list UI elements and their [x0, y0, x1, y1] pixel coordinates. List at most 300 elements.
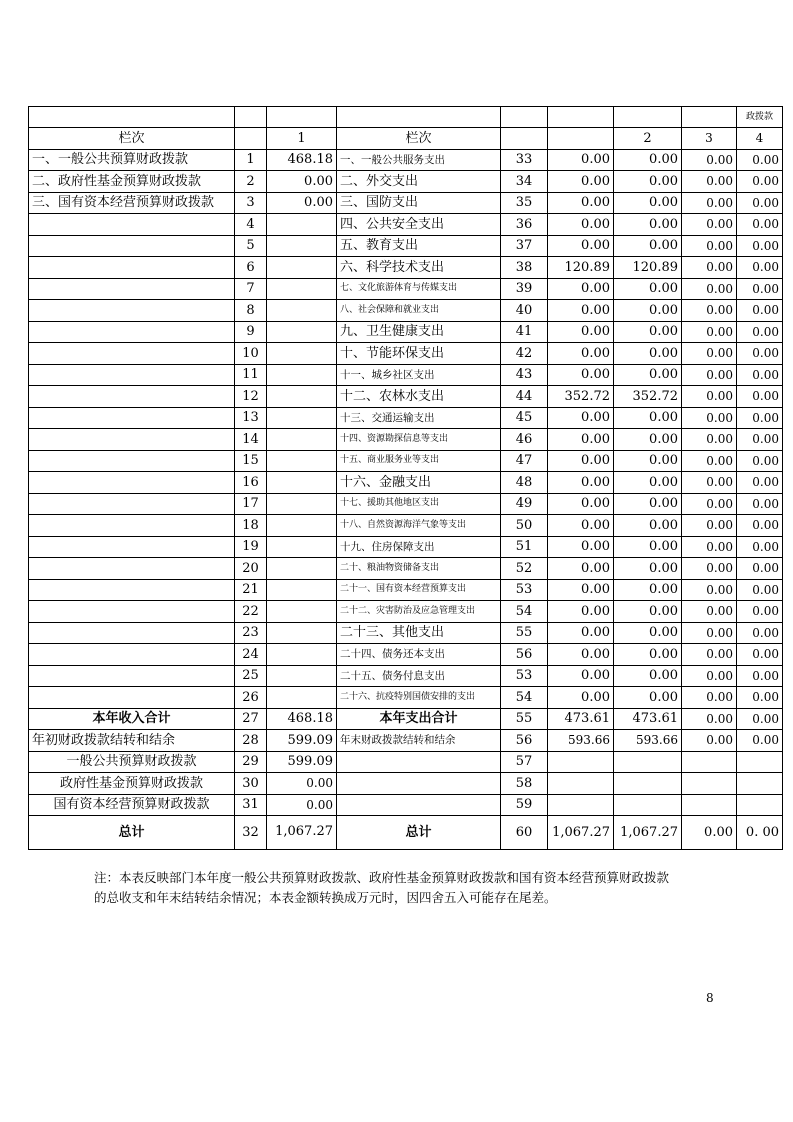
- income-label-empty: [29, 515, 235, 537]
- income-label: 三、国有资本经营预算财政拨款: [29, 192, 235, 214]
- expense-label: 十五、商业服务业等支出: [337, 450, 501, 472]
- expense-label: 四、公共安全支出: [337, 214, 501, 236]
- expense-gov-fund: 0.00: [682, 536, 737, 558]
- expense-label: 十四、资源勘探信息等支出: [337, 429, 501, 451]
- expense-label: 五、教育支出: [337, 235, 501, 257]
- expense-gov-fund: 0.00: [682, 644, 737, 666]
- income-label-empty: [29, 235, 235, 257]
- expense-general-budget: 0.00: [614, 171, 682, 193]
- expense-line-no: 49: [501, 493, 548, 515]
- income-line-no: 18: [235, 515, 267, 537]
- expense-total: 0.00: [548, 278, 614, 300]
- expense-general-budget: 0.00: [614, 601, 682, 623]
- table-row: [29, 386, 783, 408]
- expense-general-budget: 0.00: [614, 515, 682, 537]
- income-line-no: 11: [235, 364, 267, 386]
- income-line-no: 4: [235, 214, 267, 236]
- expense-line-no: 35: [501, 192, 548, 214]
- expense-gov-fund: 0.00: [682, 730, 737, 752]
- expense-general-budget: 0.00: [614, 149, 682, 171]
- income-line-no: 13: [235, 407, 267, 429]
- note-line-2: 的总收支和年末结转结余情况；本表金额转换成万元时，因四舍五入可能存在尾差。: [94, 890, 557, 905]
- income-line-no: 22: [235, 601, 267, 623]
- income-amount: [267, 579, 337, 601]
- expense-total: 0.00: [548, 644, 614, 666]
- expense-general-budget: 0.00: [614, 558, 682, 580]
- table-note: [94, 868, 734, 908]
- expense-state-capital: [737, 751, 783, 773]
- income-label: 一、一般公共预算财政拨款: [29, 149, 235, 171]
- expense-line-no: 54: [501, 687, 548, 709]
- income-label-empty: [29, 644, 235, 666]
- income-label-empty: [29, 321, 235, 343]
- expense-total: 0.00: [548, 407, 614, 429]
- income-label-empty: [29, 386, 235, 408]
- table-row: [29, 214, 783, 236]
- expense-state-capital: 0.00: [737, 708, 783, 730]
- expense-line-no: 39: [501, 278, 548, 300]
- expense-total: 1,067.27: [548, 816, 614, 850]
- expense-total: [548, 794, 614, 816]
- expense-general-budget: 352.72: [614, 386, 682, 408]
- expense-gov-fund: 0.00: [682, 429, 737, 451]
- expense-general-budget: 0.00: [614, 493, 682, 515]
- income-label-empty: [29, 450, 235, 472]
- expense-state-capital: 0.00: [737, 730, 783, 752]
- expense-general-budget: 0.00: [614, 321, 682, 343]
- expense-total: 0.00: [548, 579, 614, 601]
- expense-total: 0.00: [548, 364, 614, 386]
- expense-label: 六、科学技术支出: [337, 257, 501, 279]
- expense-general-budget: 0.00: [614, 343, 682, 365]
- expense-general-budget: 0.00: [614, 579, 682, 601]
- carryover-row: [29, 773, 783, 795]
- income-amount: [267, 450, 337, 472]
- expense-gov-fund: 0.00: [682, 343, 737, 365]
- expense-state-capital: 0.00: [737, 235, 783, 257]
- expense-gov-fund: [682, 751, 737, 773]
- expense-state-capital: 0.00: [737, 558, 783, 580]
- income-amount: [267, 515, 337, 537]
- expense-gov-fund: 0.00: [682, 192, 737, 214]
- income-label-empty: [29, 257, 235, 279]
- income-line-no: 1: [235, 149, 267, 171]
- income-amount: [267, 235, 337, 257]
- expense-general-budget: 0.00: [614, 687, 682, 709]
- table-row: [29, 149, 783, 171]
- income-line-no: 21: [235, 579, 267, 601]
- income-line-no: 3: [235, 192, 267, 214]
- note-line-1: 注：本表反映部门本年度一般公共预算财政拨款、政府性基金预算财政拨款和国有资本经营预算财政拨款: [94, 870, 670, 885]
- expense-line-no: 58: [501, 773, 548, 795]
- table-row: [29, 343, 783, 365]
- table-row: [29, 407, 783, 429]
- expense-gov-fund: 0.00: [682, 708, 737, 730]
- income-label-empty: [29, 343, 235, 365]
- expense-state-capital: 0.00: [737, 450, 783, 472]
- expense-line-no: 44: [501, 386, 548, 408]
- expense-gov-fund: 0.00: [682, 407, 737, 429]
- expense-general-budget: 0.00: [614, 364, 682, 386]
- expense-total: 0.00: [548, 601, 614, 623]
- income-line-no: 30: [235, 773, 267, 795]
- expense-total: 593.66: [548, 730, 614, 752]
- expense-label: 二、外交支出: [337, 171, 501, 193]
- income-line-no: 10: [235, 343, 267, 365]
- income-line-no: 28: [235, 730, 267, 752]
- expense-total: 0.00: [548, 472, 614, 494]
- table-row: [29, 579, 783, 601]
- expense-label: 二十、粮油物资储备支出: [337, 558, 501, 580]
- income-amount: [267, 214, 337, 236]
- expense-label: 十二、农林水支出: [337, 386, 501, 408]
- income-grand-total-label: 总计: [29, 816, 235, 850]
- income-amount: [267, 278, 337, 300]
- income-label-empty: [29, 364, 235, 386]
- page-number: 8: [706, 991, 714, 1005]
- carryover-amount: 0.00: [267, 773, 337, 795]
- expense-gov-fund: 0.00: [682, 364, 737, 386]
- expense-state-capital: 0.00: [737, 644, 783, 666]
- expense-state-capital: 0.00: [737, 321, 783, 343]
- expense-label: [337, 751, 501, 773]
- expense-label: 三、国防支出: [337, 192, 501, 214]
- income-amount: [267, 300, 337, 322]
- carryover-amount: 599.09: [267, 751, 337, 773]
- expense-state-capital: 0.00: [737, 429, 783, 451]
- expense-label: 年末财政拨款结转和结余: [337, 730, 501, 752]
- expense-general-budget: 0.00: [614, 235, 682, 257]
- expense-line-no: 45: [501, 407, 548, 429]
- income-label-empty: [29, 558, 235, 580]
- expense-total: [548, 751, 614, 773]
- expense-line-no: 36: [501, 214, 548, 236]
- expense-general-budget: 120.89: [614, 257, 682, 279]
- expense-general-budget: 0.00: [614, 472, 682, 494]
- expense-total: 0.00: [548, 214, 614, 236]
- expense-gov-fund: 0.00: [682, 235, 737, 257]
- expense-line-no: 48: [501, 472, 548, 494]
- expense-gov-fund: 0.00: [682, 665, 737, 687]
- expense-state-capital: 0.00: [737, 687, 783, 709]
- expense-general-budget: [614, 794, 682, 816]
- expense-state-capital: 0.00: [737, 515, 783, 537]
- expense-state-capital: 0.00: [737, 493, 783, 515]
- expense-line-no: 52: [501, 558, 548, 580]
- expense-general-budget: [614, 773, 682, 795]
- expense-label: 十九、住房保障支出: [337, 536, 501, 558]
- income-line-no: 27: [235, 708, 267, 730]
- income-label-empty: [29, 472, 235, 494]
- expense-general-budget: [614, 751, 682, 773]
- table-row: [29, 493, 783, 515]
- expense-gov-fund: 0.00: [682, 450, 737, 472]
- expense-line-no: 47: [501, 450, 548, 472]
- expense-line-no: 42: [501, 343, 548, 365]
- income-label-empty: [29, 687, 235, 709]
- expense-state-capital: 0.00: [737, 407, 783, 429]
- expense-label: 七、文化旅游体育与传媒支出: [337, 278, 501, 300]
- income-label-empty: [29, 536, 235, 558]
- expense-general-budget: 593.66: [614, 730, 682, 752]
- expense-state-capital: 0.00: [737, 278, 783, 300]
- expense-line-no: 41: [501, 321, 548, 343]
- expense-gov-fund: 0.00: [682, 386, 737, 408]
- expense-label: 十、节能环保支出: [337, 343, 501, 365]
- income-amount: [267, 321, 337, 343]
- income-label-empty: [29, 579, 235, 601]
- expense-general-budget: 0.00: [614, 450, 682, 472]
- income-amount: [267, 257, 337, 279]
- income-amount: [267, 472, 337, 494]
- expense-gov-fund: [682, 794, 737, 816]
- expense-label: 十八、自然资源海洋气象等支出: [337, 515, 501, 537]
- expense-total: 0.00: [548, 300, 614, 322]
- expense-line-no: 55: [501, 708, 548, 730]
- expense-gov-fund: 0.00: [682, 278, 737, 300]
- expense-gov-fund: 0.00: [682, 149, 737, 171]
- income-label-empty: [29, 665, 235, 687]
- income-line-no: 2: [235, 171, 267, 193]
- table-row: [29, 665, 783, 687]
- carryover-amount: 599.09: [267, 730, 337, 752]
- expense-state-capital: 0.00: [737, 192, 783, 214]
- income-amount: [267, 493, 337, 515]
- table-row: [29, 300, 783, 322]
- expense-state-capital: 0.00: [737, 300, 783, 322]
- income-amount: [267, 665, 337, 687]
- income-line-no: 17: [235, 493, 267, 515]
- expense-state-capital: 0.00: [737, 536, 783, 558]
- income-amount: [267, 644, 337, 666]
- expense-state-capital: [737, 773, 783, 795]
- income-subtotal-amount: 468.18: [267, 708, 337, 730]
- income-line-no: 15: [235, 450, 267, 472]
- subtotal-row: [29, 708, 783, 730]
- table-row: [29, 622, 783, 644]
- expense-line-no: 53: [501, 665, 548, 687]
- expense-total: 0.00: [548, 450, 614, 472]
- expense-state-capital: 0.00: [737, 622, 783, 644]
- fiscal-appropriation-table: [28, 106, 783, 850]
- income-line-no: 23: [235, 622, 267, 644]
- expense-state-capital: 0.00: [737, 149, 783, 171]
- expense-subtotal-label: 本年支出合计: [337, 708, 501, 730]
- expense-label: 二十四、债务还本支出: [337, 644, 501, 666]
- expense-general-budget: 0.00: [614, 644, 682, 666]
- table-row: [29, 257, 783, 279]
- income-line-no: 14: [235, 429, 267, 451]
- income-line-no: 7: [235, 278, 267, 300]
- expense-gov-fund: 0.00: [682, 558, 737, 580]
- expense-total: 0.00: [548, 558, 614, 580]
- expense-line-no: 51: [501, 536, 548, 558]
- expense-line-no: 34: [501, 171, 548, 193]
- carryover-label: 一般公共预算财政拨款: [29, 751, 235, 773]
- table-row: [29, 429, 783, 451]
- expense-label: 二十二、灾害防治及应急管理支出: [337, 601, 501, 623]
- income-line-no: 24: [235, 644, 267, 666]
- expense-line-no: 37: [501, 235, 548, 257]
- expense-state-capital: 0.00: [737, 601, 783, 623]
- income-line-no: 32: [235, 816, 267, 850]
- table-row: [29, 472, 783, 494]
- expense-general-budget: 0.00: [614, 536, 682, 558]
- income-line-no: 9: [235, 321, 267, 343]
- expense-gov-fund: 0.00: [682, 300, 737, 322]
- expense-gov-fund: 0.00: [682, 601, 737, 623]
- income-line-no: 29: [235, 751, 267, 773]
- expense-total: 473.61: [548, 708, 614, 730]
- income-amount: [267, 343, 337, 365]
- expense-line-no: 56: [501, 644, 548, 666]
- income-label-empty: [29, 493, 235, 515]
- expense-gov-fund: 0.00: [682, 816, 737, 850]
- expense-gov-fund: 0.00: [682, 622, 737, 644]
- table-row: [29, 601, 783, 623]
- table-row: [29, 235, 783, 257]
- expense-general-budget: 0.00: [614, 214, 682, 236]
- expense-state-capital: 0.00: [737, 343, 783, 365]
- income-amount: [267, 429, 337, 451]
- expense-general-budget: 0.00: [614, 665, 682, 687]
- carryover-label: 国有资本经营预算财政拨款: [29, 794, 235, 816]
- expense-general-budget: 0.00: [614, 300, 682, 322]
- expense-line-no: 43: [501, 364, 548, 386]
- expense-line-no: 33: [501, 149, 548, 171]
- income-amount: [267, 687, 337, 709]
- table-row: [29, 278, 783, 300]
- expense-total: 0.00: [548, 171, 614, 193]
- expense-total: 0.00: [548, 149, 614, 171]
- col-header-1: 1: [267, 128, 337, 150]
- table-row: [29, 536, 783, 558]
- income-label-empty: [29, 214, 235, 236]
- expense-total: 0.00: [548, 192, 614, 214]
- expense-line-no: 54: [501, 601, 548, 623]
- income-label-empty: [29, 429, 235, 451]
- income-label: 二、政府性基金预算财政拨款: [29, 171, 235, 193]
- expense-general-budget: 0.00: [614, 429, 682, 451]
- income-amount: [267, 407, 337, 429]
- income-subtotal-label: 本年收入合计: [29, 708, 235, 730]
- expense-gov-fund: 0.00: [682, 171, 737, 193]
- col-header-3: 3: [682, 128, 737, 150]
- carryover-row: [29, 730, 783, 752]
- expense-state-capital: 0.00: [737, 364, 783, 386]
- income-line-no: 19: [235, 536, 267, 558]
- expense-line-no: 55: [501, 622, 548, 644]
- expense-total: 0.00: [548, 622, 614, 644]
- income-line-no: 31: [235, 794, 267, 816]
- table-row: [29, 321, 783, 343]
- expense-gov-fund: 0.00: [682, 493, 737, 515]
- expense-general-budget: 0.00: [614, 407, 682, 429]
- expense-total: 120.89: [548, 257, 614, 279]
- income-amount: [267, 536, 337, 558]
- expense-line-no: 40: [501, 300, 548, 322]
- expense-gov-fund: 0.00: [682, 257, 737, 279]
- col-header-2: 2: [614, 128, 682, 150]
- expense-state-capital: 0.00: [737, 214, 783, 236]
- expense-state-capital: 0.00: [737, 257, 783, 279]
- table-row: [29, 192, 783, 214]
- table-row: [29, 515, 783, 537]
- income-amount: [267, 364, 337, 386]
- expense-label: 十六、金融支出: [337, 472, 501, 494]
- expense-total: 0.00: [548, 687, 614, 709]
- income-line-no: 8: [235, 300, 267, 322]
- expense-total: 0.00: [548, 493, 614, 515]
- table-row: [29, 364, 783, 386]
- header-row: [29, 128, 783, 150]
- carryover-row: [29, 794, 783, 816]
- income-line-no: 26: [235, 687, 267, 709]
- expense-general-budget: 0.00: [614, 192, 682, 214]
- income-line-no: 5: [235, 235, 267, 257]
- expense-state-capital: 0. 00: [737, 816, 783, 850]
- expense-label: 二十五、债务付息支出: [337, 665, 501, 687]
- table-row: [29, 644, 783, 666]
- income-amount: [267, 601, 337, 623]
- grand-total-row: [29, 816, 783, 850]
- expense-state-capital: 0.00: [737, 665, 783, 687]
- col-label-right: 栏次: [337, 128, 501, 150]
- expense-total: 0.00: [548, 321, 614, 343]
- expense-state-capital: 0.00: [737, 472, 783, 494]
- expense-label: 十一、城乡社区支出: [337, 364, 501, 386]
- expense-total: 0.00: [548, 429, 614, 451]
- expense-line-no: 59: [501, 794, 548, 816]
- col-label-left: 栏次: [29, 128, 235, 150]
- header-top-right-text: 政拨款: [737, 107, 783, 128]
- expense-gov-fund: 0.00: [682, 321, 737, 343]
- expense-label: 十三、交通运输支出: [337, 407, 501, 429]
- income-amount: 0.00: [267, 171, 337, 193]
- table-row: [29, 171, 783, 193]
- expense-general-budget: 473.61: [614, 708, 682, 730]
- table-row: [29, 687, 783, 709]
- expense-state-capital: 0.00: [737, 171, 783, 193]
- income-amount: [267, 622, 337, 644]
- header-top-row: [29, 107, 783, 128]
- expense-gov-fund: 0.00: [682, 687, 737, 709]
- expense-grand-total-label: 总计: [337, 816, 501, 850]
- expense-line-no: 56: [501, 730, 548, 752]
- expense-gov-fund: 0.00: [682, 579, 737, 601]
- income-grand-total-amount: 1,067.27: [267, 816, 337, 850]
- expense-line-no: 46: [501, 429, 548, 451]
- expense-total: 0.00: [548, 343, 614, 365]
- income-line-no: 20: [235, 558, 267, 580]
- table-row: [29, 558, 783, 580]
- expense-line-no: 57: [501, 751, 548, 773]
- expense-label: [337, 794, 501, 816]
- expense-total: [548, 773, 614, 795]
- expense-label: 十七、援助其他地区支出: [337, 493, 501, 515]
- carryover-row: [29, 751, 783, 773]
- expense-gov-fund: 0.00: [682, 515, 737, 537]
- income-label-empty: [29, 622, 235, 644]
- expense-general-budget: 0.00: [614, 278, 682, 300]
- expense-label: 九、卫生健康支出: [337, 321, 501, 343]
- income-amount: 0.00: [267, 192, 337, 214]
- expense-line-no: 50: [501, 515, 548, 537]
- expense-general-budget: 0.00: [614, 622, 682, 644]
- income-line-no: 25: [235, 665, 267, 687]
- income-label-empty: [29, 407, 235, 429]
- table-row: [29, 450, 783, 472]
